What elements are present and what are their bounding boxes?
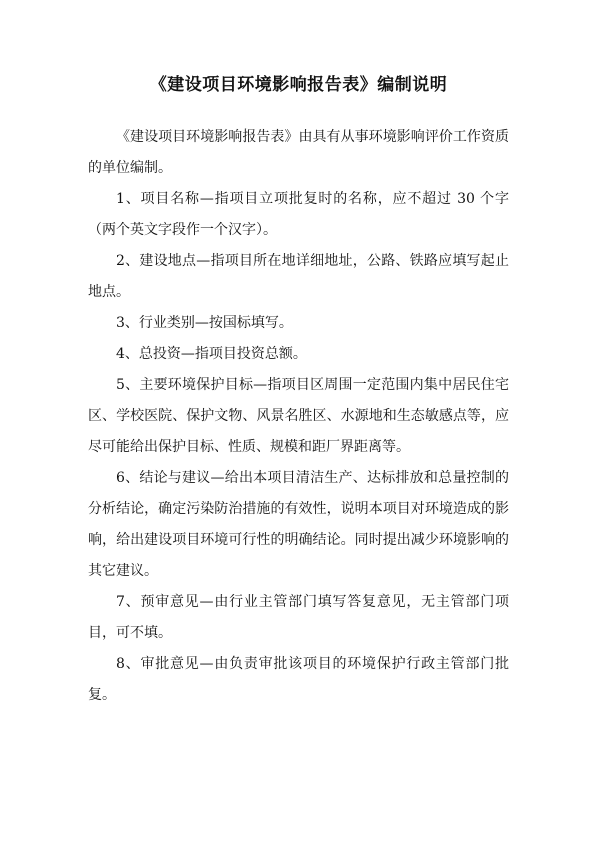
document-body xyxy=(88,122,509,711)
document-title: 《建设项目环境影响报告表》编制说明 xyxy=(149,75,448,95)
paragraph-investment: 4、总投资—指项目投资总额。 xyxy=(116,346,307,362)
paragraph-approval: 8、审批意见—由负责审批该项目的环境保护行政主管部门批复。 xyxy=(88,656,509,703)
paragraph-intro: 《建设项目环境影响报告表》由具有从事环境影响评价工作资质的单位编制。 xyxy=(88,129,509,176)
paragraph-industry: 3、行业类别—按国标填写。 xyxy=(116,315,293,331)
paragraph-protection-targets: 5、主要环境保护目标—指项目区周围一定范围内集中居民住宅区、学校医院、保护文物、风景名胜区、水源地和生态敏感点等，应尽可能给出保护目标、性质、规模和距厂界距离等。 xyxy=(88,377,509,455)
paragraph-location: 2、建设地点—指项目所在地详细地址，公路、铁路应填写起止地点。 xyxy=(88,253,509,300)
paragraph-preliminary-review: 7、预审意见—由行业主管部门填写答复意见，无主管部门项目，可不填。 xyxy=(88,594,509,641)
paragraph-project-name: 1、项目名称—指项目立项批复时的名称，应不超过 30 个字（两个英文字段作一个汉字）。 xyxy=(88,191,509,238)
paragraph-conclusion: 6、结论与建议—给出本项目清洁生产、达标排放和总量控制的分析结论，确定污染防治措施的有效性，说明本项目对环境造成的影响，给出建设项目环境可行性的明确结论。同时提出减少环境影响的其它建议。 xyxy=(88,470,509,579)
